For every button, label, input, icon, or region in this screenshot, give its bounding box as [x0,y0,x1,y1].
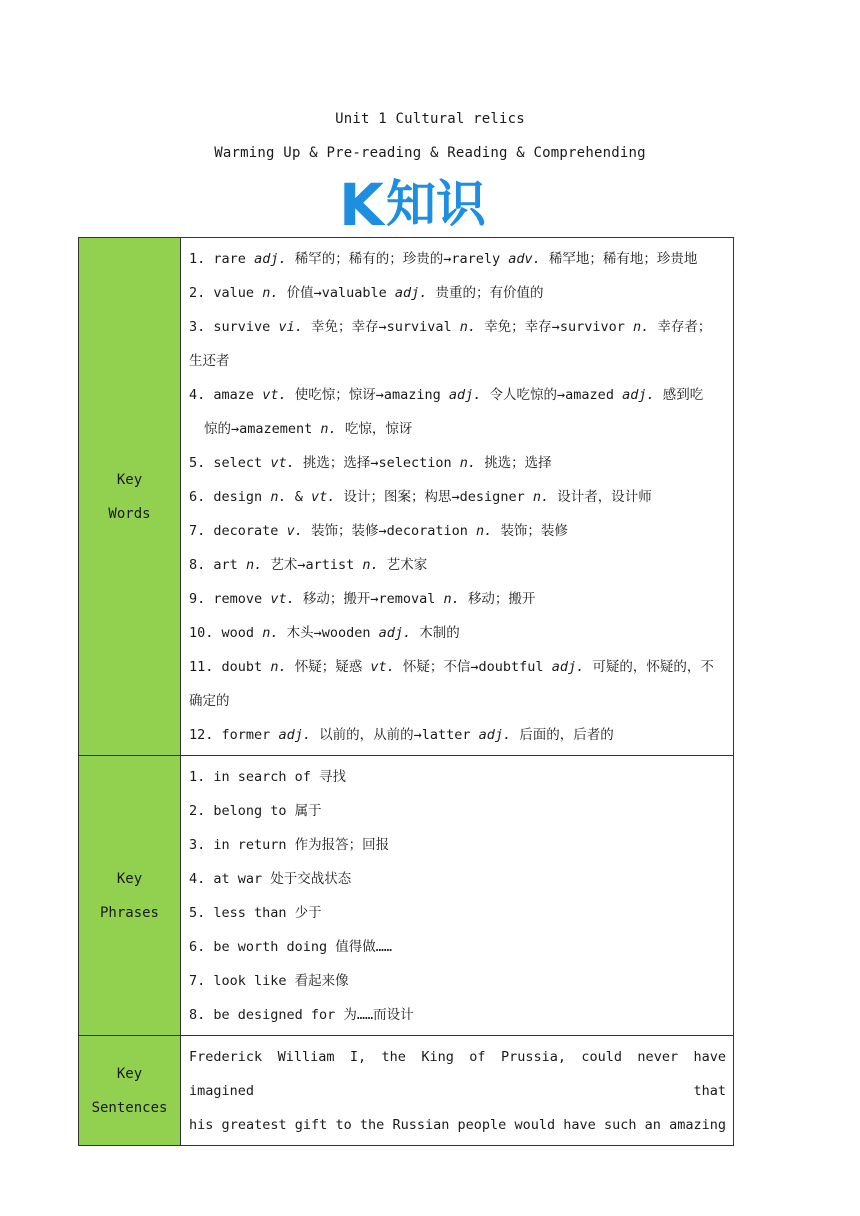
key-sentences-label: Key Sentences [79,1036,181,1146]
knowledge-table [78,237,734,1146]
word-entry: 10. wood n. 木头→wooden adj. 木制的 [189,625,460,641]
sentence-line: Frederick William I, the King of Prussia, could never have imagined that [189,1049,726,1099]
word-entry: 4. amaze vt. 使吃惊；惊讶→amazing adj. 令人吃惊的→amazed adj. 感到吃 [189,387,704,403]
key-phrases-label: Key Phrases [79,756,181,1036]
page-title: Unit 1 Cultural relics [335,111,525,127]
sentence-line: his greatest gift to the Russian people would have such an amazing [189,1117,726,1133]
word-entry: 8. art n. 艺术→artist n. 艺术家 [189,557,428,573]
key-sentences-text [181,1036,734,1146]
word-entry: 3. survive vi. 幸免；幸存→survival n. 幸免；幸存→survivor n. 幸存者； [189,319,712,335]
word-entry: 11. doubt n. 怀疑；疑惑 vt. 怀疑；不信→doubtful adj. 可疑的，怀疑的，不 [189,659,714,675]
word-entry: 7. decorate v. 装饰；装修→decoration n. 装饰；装修 [189,523,568,539]
logo-text: 知识 [385,175,486,233]
word-entry: 6. design n. & vt. 设计；图案；构思→designer n. 设计者，设计师 [189,489,652,505]
word-entry: 2. value n. 价值→valuable adj. 贵重的；有价值的 [189,285,544,301]
word-entry-continuation: 生还者 [189,353,230,369]
phrase-entry: 3. in return 作为报答；回报 [189,837,390,853]
word-entry: 5. select vt. 挑选；选择→selection n. 挑选；选择 [189,455,552,471]
phrase-entry: 5. less than 少于 [189,905,322,921]
key-phrases-row [79,756,734,1036]
phrase-entry: 7. look like 看起来像 [189,973,349,989]
key-words-list [181,238,734,756]
key-words-label: Key Words [79,238,181,756]
logo-letter: K [339,171,384,239]
phrase-entry: 2. belong to 属于 [189,803,322,819]
key-phrases-list [181,756,734,1036]
phrase-entry: 6. be worth doing 值得做…… [189,939,393,955]
word-entry-continuation: 确定的 [189,693,230,709]
phrase-entry: 4. at war 处于交战状态 [189,871,352,887]
key-sentences-row [79,1036,734,1146]
word-entry: 9. remove vt. 移动；搬开→removal n. 移动；搬开 [189,591,536,607]
word-entry: 12. former adj. 以前的，从前的→latter adj. 后面的，后者的 [189,727,614,743]
key-words-row [79,238,734,756]
phrase-entry: 8. be designed for 为……而设计 [189,1007,414,1023]
phrase-entry: 1. in search of 寻找 [189,769,347,785]
word-entry: 1. rare adj. 稀罕的；稀有的；珍贵的→rarely adv. 稀罕地；稀有地；珍贵地 [189,251,698,267]
word-entry-continuation: 惊的→amazement n. 吃惊，惊讶 [204,421,413,437]
knowledge-logo [339,170,529,239]
page-subtitle: Warming Up & Pre-reading & Reading & Comprehending [214,145,646,161]
